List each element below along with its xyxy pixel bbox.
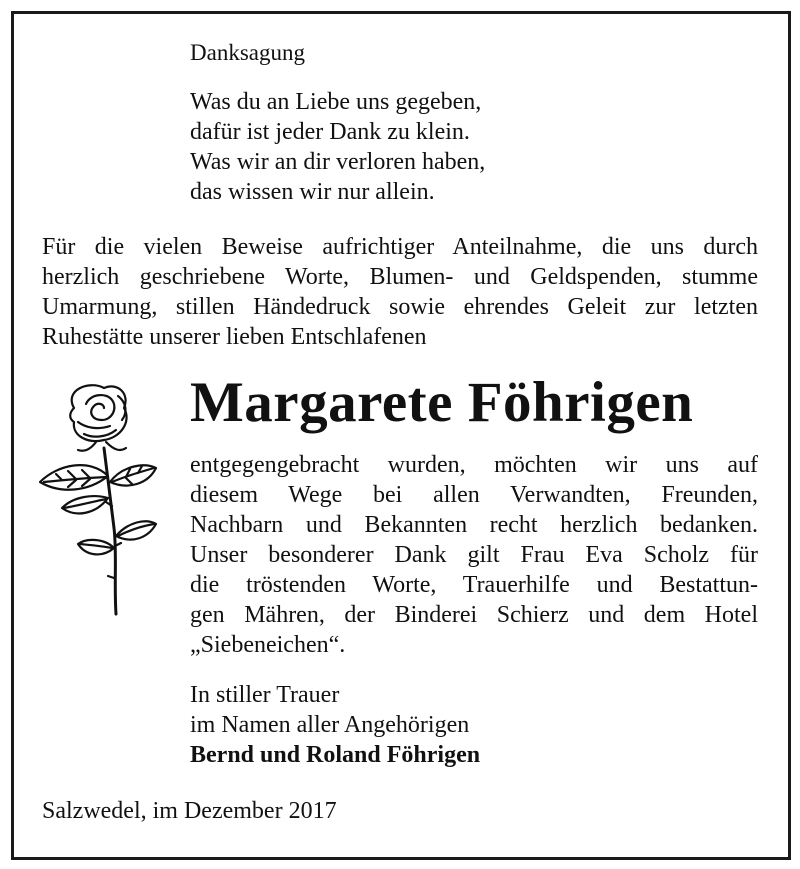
- body-line: „Siebeneichen“.: [190, 632, 346, 658]
- rose-icon: [34, 378, 162, 622]
- body-line: gen Mähren, der Binderei Schierz und dem Hotel: [190, 602, 758, 628]
- notice-heading: Danksagung: [190, 40, 305, 65]
- body-line: Nachbarn und Bekannten recht herzlich bedanken.: [190, 512, 758, 538]
- intro-line: Ruhestätte unserer lieben Entschlafenen: [42, 324, 427, 350]
- body-line: entgegengebracht wurden, möchten wir uns auf: [190, 452, 758, 478]
- body-line: Unser besonderer Dank gilt Frau Eva Scholz für: [190, 542, 758, 568]
- body-line: diesem Wege bei allen Verwandten, Freunden,: [190, 482, 758, 508]
- poem: [190, 87, 485, 207]
- poem-line: Was wir an dir verloren haben,: [190, 149, 486, 175]
- closing-line: In stiller Trauer: [190, 682, 340, 708]
- signatories: Bernd und Roland Föhrigen: [190, 742, 481, 768]
- closing-line: im Namen aller Angehörigen: [190, 712, 470, 738]
- poem-line: das wissen wir nur allein.: [190, 179, 435, 205]
- intro-line: herzlich geschriebene Worte, Blumen- und Geldspenden, stumme: [42, 264, 758, 290]
- intro-line: Für die vielen Beweise aufrichtiger Anteilnahme, die uns durch: [42, 234, 758, 260]
- closing: [190, 680, 480, 770]
- place-date: Salzwedel, im Dezember 2017: [42, 798, 337, 824]
- body-line: die tröstenden Worte, Trauerhilfe und Bestattun-: [190, 572, 758, 598]
- deceased-name: Margarete Föhrigen: [190, 371, 694, 434]
- poem-line: Was du an Liebe uns gegeben,: [190, 89, 482, 115]
- intro-line: Umarmung, stillen Händedruck sowie ehrendes Geleit zur letzten: [42, 294, 758, 320]
- body-paragraph: [190, 450, 758, 660]
- poem-line: dafür ist jeder Dank zu klein.: [190, 119, 470, 145]
- intro-paragraph: [42, 232, 758, 352]
